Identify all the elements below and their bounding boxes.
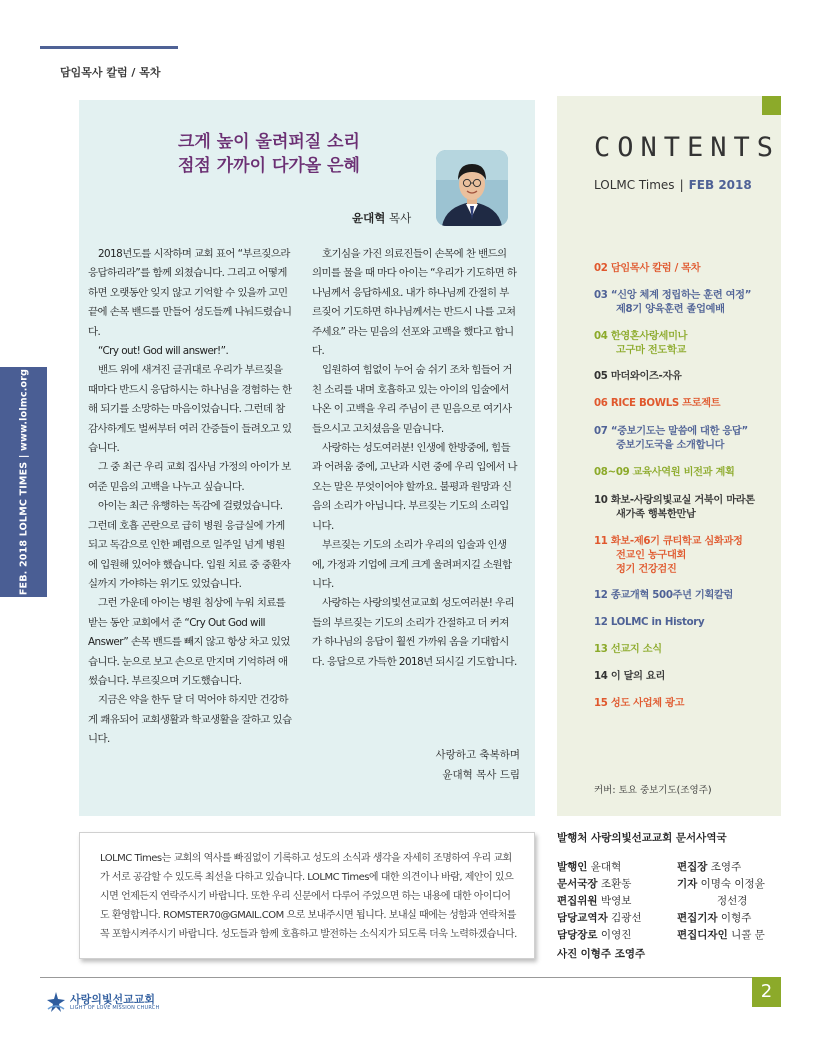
headline-line-2: 점점 가까이 다가올 은혜 bbox=[178, 156, 360, 176]
contents-accent-square bbox=[762, 96, 781, 115]
paragraph: 아이는 최근 유행하는 독감에 걸렸었습니다. 그런데 호흡 곤란으로 급히 병원 응급실에 가게 되고 독감으로 인한 폐렴으로 일주일 넘게 병원에 입원해 있어야 했습니다. 입원 치료 중 중환자실까지 가야하는 위기도 있었습니다. bbox=[88, 500, 291, 590]
toc-num: 07 bbox=[594, 426, 608, 437]
church-logo-icon bbox=[46, 991, 66, 1013]
toc-item[interactable] bbox=[594, 643, 662, 657]
issue-separator: | bbox=[679, 178, 684, 192]
paragraph: 지금은 약을 한두 달 더 먹어야 하지만 건강하게 쾌유되어 교회생활과 학교생활을 잘하고 있습니다. bbox=[88, 694, 292, 746]
toc-title: RICE BOWLS 프로젝트 bbox=[610, 398, 721, 409]
toc-item[interactable] bbox=[594, 535, 743, 577]
photo-label: 사진 bbox=[557, 948, 578, 960]
masthead-left-column bbox=[557, 859, 642, 944]
toc-item[interactable] bbox=[594, 670, 665, 684]
side-tab bbox=[0, 367, 47, 597]
masthead-entry: 문서국장 조환동 bbox=[557, 878, 632, 890]
toc-item[interactable] bbox=[594, 616, 704, 630]
paragraph: 그 중 최근 우리 교회 집사님 가정의 아이가 보여준 믿음의 고백을 나누고 싶습니다. bbox=[88, 461, 291, 493]
paragraph: “Cry out! God will answer!”. bbox=[98, 345, 229, 358]
toc-num: 15 bbox=[594, 698, 608, 709]
issue-date: FEB 2018 bbox=[688, 178, 752, 192]
toc-sub: 제8기 양육훈련 졸업예배 bbox=[616, 304, 725, 315]
paragraph: 부르짖는 기도의 소리가 우리의 입술과 인생에, 가정과 기업에 크게 크게 울려퍼지길 소원합니다. bbox=[312, 539, 512, 590]
column-text-left bbox=[88, 245, 294, 750]
paragraph: 사랑하는 성도여러분! 인생에 한방중에, 힘들과 어려움 중에, 고난과 시련 중에 우리 입에서 나오는 말은 무엇이어야 할까요. 불평과 원망과 신음의 소리가 아닙니다. 부르짖는 기도의 소리입니다. bbox=[312, 442, 518, 532]
toc-title: 선교지 소식 bbox=[610, 644, 662, 655]
toc-item[interactable] bbox=[594, 330, 687, 358]
toc-item[interactable] bbox=[594, 494, 755, 522]
toc-sub: 중보기도국을 소개합니다 bbox=[616, 440, 725, 451]
toc-title: 담임목사 칼럼 / 목차 bbox=[610, 263, 701, 274]
author-name: 윤대혁 bbox=[352, 211, 386, 225]
toc-title: 종교개혁 500주년 기획칼럼 bbox=[610, 590, 734, 601]
toc-item[interactable] bbox=[594, 466, 735, 480]
toc-item[interactable] bbox=[594, 397, 720, 411]
masthead-photo-credit bbox=[557, 946, 645, 961]
toc-title: 한영혼사랑세미나 bbox=[610, 331, 688, 342]
toc-title: 이 달의 요리 bbox=[610, 671, 666, 682]
toc-num: 10 bbox=[594, 495, 608, 506]
toc-title: 화보-사랑의빛교실 거북이 마라톤 bbox=[610, 495, 755, 506]
toc-item[interactable] bbox=[594, 425, 748, 453]
toc-num: 05 bbox=[594, 371, 608, 382]
paragraph: 2018년도를 시작하며 교회 표어 “부르짖으라 응답하리라”를 함께 외쳤습니다. 그리고 어떻게 하면 오랫동안 잊지 않고 기억할 수 있을까 고민 끝에 손목 밴드를 만들어 성도들께 나눠드렸습니다. bbox=[88, 248, 292, 338]
publisher-value: 사랑의빛선교교회 문서사역국 bbox=[591, 832, 727, 844]
paragraph: 호기심을 가진 의료진들이 손목에 찬 밴드의 의미를 물을 때 마다 아이는 “우리가 기도하면 하나님께서 응답하세요. 내가 하나님께 간절히 부르짖어 기도하면 하나님께서는 반드시 나를 고쳐주세요” 라는 믿음의 선포와 고백을 했다고 합니다. bbox=[312, 248, 517, 358]
toc-title: “신앙 체계 정립하는 훈련 여정” bbox=[610, 290, 752, 301]
toc-num: 06 bbox=[594, 398, 608, 409]
masthead-entry: 정선경 bbox=[717, 895, 748, 907]
masthead-entry: 편집디자인 니콜 문 bbox=[677, 929, 765, 941]
toc-num: 02 bbox=[594, 263, 608, 274]
church-name: 사랑의빛선교교회 bbox=[70, 993, 156, 1006]
toc-title: 화보-제6기 큐티학교 심화과정 bbox=[610, 536, 743, 547]
toc-item[interactable] bbox=[594, 289, 751, 317]
side-tab-text: FEB. 2018 LOLMC TIMES | www.lolmc.org bbox=[18, 368, 29, 596]
toc-item[interactable] bbox=[594, 589, 733, 603]
top-rule bbox=[40, 46, 178, 49]
toc-item[interactable] bbox=[594, 697, 684, 711]
masthead-entry: 편집위원 박영보 bbox=[557, 895, 632, 907]
toc-item[interactable] bbox=[594, 370, 682, 384]
page-number: 2 bbox=[752, 977, 781, 1007]
toc-title: 마더와이즈-자유 bbox=[610, 371, 682, 382]
masthead-entry: 편집기자 이형주 bbox=[677, 912, 752, 924]
masthead-entry: 기자 이명숙 이정윤 bbox=[677, 878, 765, 890]
section-label: 담임목사 칼럼 / 목차 bbox=[60, 66, 161, 79]
notice-text: LOLMC Times는 교회의 역사를 빠짐없이 기록하고 성도의 소식과 생각을 자세히 조명하여 우리 교회가 서로 공감할 수 있도록 최선을 다하고 있습니다. LOLMC Times에 대한 의견이나 바람, 제안이 있으시면 언제든지 연락주시기 바랍니다. 또한 우리 신문에서 다루어 주었으면 하는 내용에 대한 아이디어도 환영합니다. ROMSTER70@GMAIL.COM 으로 보내주시면 됩니다. 보내실 때에는 성함과 연락처를 꼭 포함시켜주시기 바랍니다. 성도들과 함께 호흡하고 발전하는 소식지가 되도록 더욱 노력하겠습니다. bbox=[100, 853, 517, 940]
footer-rule bbox=[40, 977, 781, 978]
toc-title: 교육사역원 비전과 계획 bbox=[632, 467, 735, 478]
toc-num: 13 bbox=[594, 644, 608, 655]
masthead-right-column bbox=[677, 859, 765, 944]
toc-num: 03 bbox=[594, 290, 608, 301]
contents-title: CONTENTS bbox=[594, 132, 781, 163]
toc-num: 12 bbox=[594, 617, 608, 628]
publication-name: LOLMC Times bbox=[594, 178, 675, 192]
masthead-publisher bbox=[557, 830, 727, 845]
signoff-line-2: 윤대혁 목사 드림 bbox=[442, 769, 520, 781]
masthead-entry: 발행인 윤대혁 bbox=[557, 861, 622, 873]
column-text-right bbox=[312, 245, 518, 672]
author-photo bbox=[436, 150, 508, 226]
church-logo[interactable] bbox=[46, 989, 166, 1015]
masthead-entry: 담당교역자 김광선 bbox=[557, 912, 642, 924]
toc-num: 08~09 bbox=[594, 467, 630, 478]
cover-note: 커버: 토요 중보기도(조영주) bbox=[594, 785, 712, 796]
masthead-entry: 담당장로 이영진 bbox=[557, 929, 632, 941]
toc-sub: 전교인 농구대회 bbox=[616, 550, 687, 561]
paragraph: 입원하여 힘없이 누어 숨 쉬기 조차 힘들어 거친 소리를 내며 호흡하고 있는 아이의 입술에서 나온 이 고백을 우리 주님이 큰 믿음으로 여기사 들으시고 고치셨음을 믿습니다. bbox=[312, 364, 513, 435]
toc-title: “중보기도는 말씀에 대한 응답” bbox=[610, 426, 748, 437]
toc-item[interactable] bbox=[594, 262, 700, 276]
paragraph: 밴드 위에 새겨진 글귀대로 우리가 부르짖을 때마다 반드시 응답하시는 하나님을 경험하는 한 해 되기를 소망하는 마음이었습니다. 그런데 참 감사하게도 벌써부터 여러 간증들이 들려오고 있습니다. bbox=[88, 364, 292, 455]
author-title: 목사 bbox=[385, 211, 412, 225]
toc-num: 14 bbox=[594, 671, 608, 682]
toc-num: 12 bbox=[594, 590, 608, 601]
contents-issue bbox=[594, 178, 752, 192]
paragraph: 사랑하는 사랑의빛선교교회 성도여러분! 우리들의 부르짖는 기도의 소리가 간절하고 더 커져가 하나님의 응답이 훨씬 가까워 옴을 기대합시다. 응답으로 가득한 2018년 되시길 기도합니다. bbox=[312, 597, 517, 668]
publisher-label: 발행처 bbox=[557, 832, 588, 844]
church-name-en: LIGHT OF LOVE MISSION CHURCH bbox=[70, 1005, 160, 1011]
signoff-line-1: 사랑하고 축복하며 bbox=[435, 749, 520, 761]
toc-sub: 고구마 전도학교 bbox=[616, 345, 687, 356]
toc-sub: 새가족 행복한만남 bbox=[616, 509, 696, 520]
toc-title: 성도 사업체 광고 bbox=[610, 698, 685, 709]
notice-box bbox=[79, 832, 535, 959]
photo-value: 이형주 조영주 bbox=[580, 948, 646, 960]
toc-title: LOLMC in History bbox=[610, 617, 705, 628]
author-portrait-icon bbox=[436, 150, 508, 226]
headline-line-1: 크게 높이 울려퍼질 소리 bbox=[178, 132, 360, 152]
paragraph: 그런 가운데 아이는 병원 침상에 누워 치료를 받는 동안 교회에서 준 “Cry Out God will Answer” 손목 밴드를 빼지 않고 항상 차고 있었습니다. 눈으로 보고 손으로 만지며 기억하려 애썼습니다. 부르짖으며 기도했습니다. bbox=[88, 597, 290, 687]
author-byline bbox=[352, 210, 411, 226]
masthead-entry: 편집장 조영주 bbox=[677, 861, 742, 873]
toc-sub: 정기 건강검진 bbox=[616, 564, 677, 575]
toc-num: 11 bbox=[594, 536, 608, 547]
signoff bbox=[312, 745, 520, 785]
toc-num: 04 bbox=[594, 331, 608, 342]
